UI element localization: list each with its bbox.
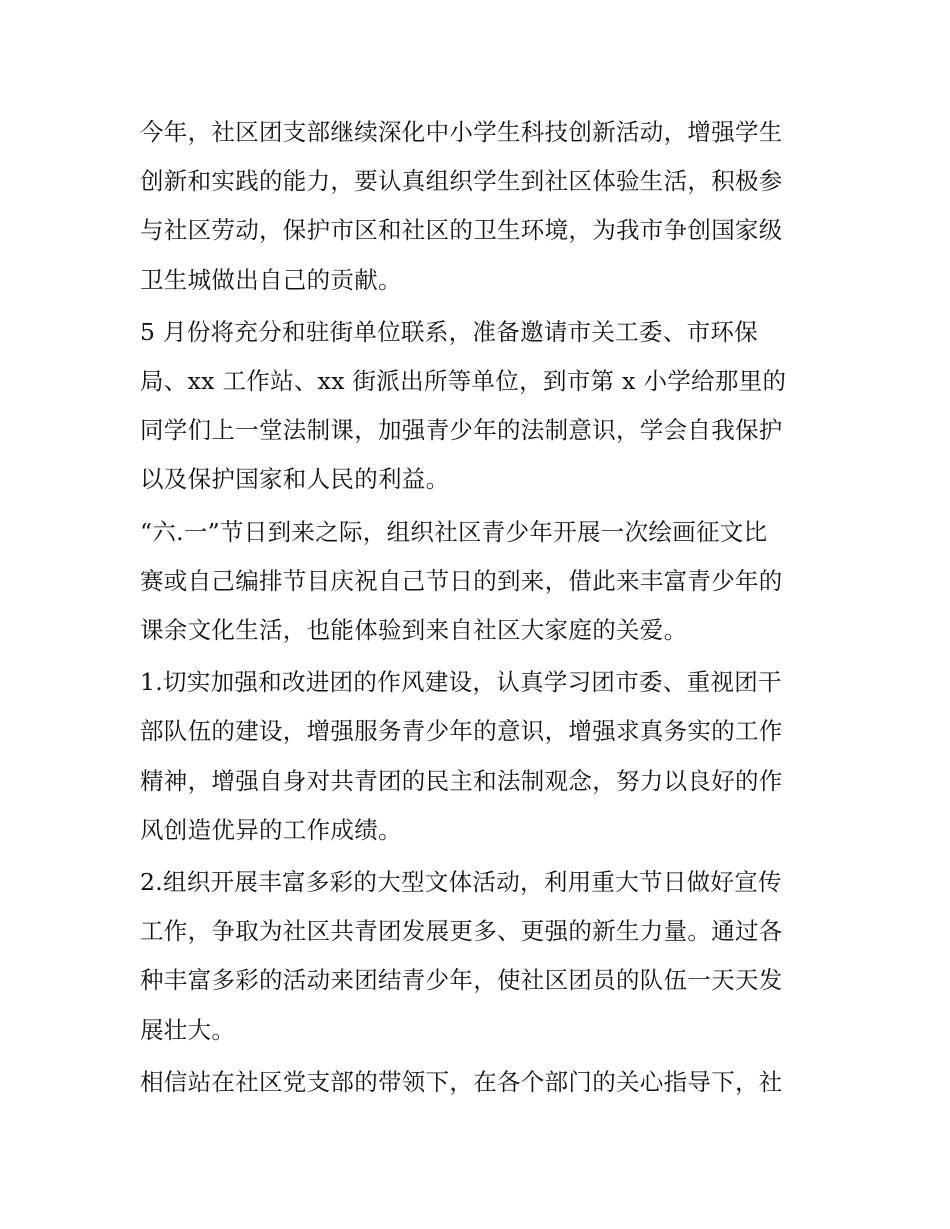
text-line: 2.组织开展丰富多彩的大型文体活动，利用重大节日做好宣传 xyxy=(140,868,782,897)
text-line: 创新和实践的能力，要认真组织学生到社区体验生活，积极参 xyxy=(140,167,783,196)
paragraph-6 xyxy=(140,1058,816,1107)
text-line: 赛或自己编排节目庆祝自己节日的到来，借此来丰富青少年的 xyxy=(140,566,783,595)
text-line: 风创造优异的工作成绩。 xyxy=(140,815,402,844)
paragraph-2 xyxy=(140,308,816,505)
paragraph-3 xyxy=(140,508,816,656)
text-line: 今年，社区团支部继续深化中小学生科技创新活动，增强学生 xyxy=(140,118,783,146)
text-line: 同学们上一堂法制课，加强青少年的法制意识，学会自我保护 xyxy=(140,416,783,445)
text-line: 工作，争取为社区共青团发展更多、更强的新生力量。通过各 xyxy=(140,917,783,946)
text-line: 以及保护国家和人民的利益。 xyxy=(140,465,450,494)
text-line: 课余文化生活，也能体验到来自社区大家庭的关爱。 xyxy=(140,616,688,645)
text-line: 种丰富多彩的活动来团结青少年，使社区团员的队伍一天天发 xyxy=(140,966,783,995)
text-line: 精神，增强自身对共青团的民主和法制观念，努力以良好的作 xyxy=(140,766,783,795)
text-line: 与社区劳动，保护市区和社区的卫生环境，为我市争创国家级 xyxy=(140,216,783,245)
text-line: 局、xx 工作站、xx 街派出所等单位，到市第 x 小学给那里的 xyxy=(140,367,787,396)
text-line: 1.切实加强和改进团的作风建设，认真学习团市委、重视团干 xyxy=(140,668,782,697)
paragraph-4 xyxy=(140,658,816,855)
text-line: 5 月份将充分和驻街单位联系，准备邀请市关工委、市环保 xyxy=(140,317,759,346)
text-line: 相信站在社区党支部的带领下，在各个部门的关心指导下，社 xyxy=(140,1067,783,1096)
text-line: “六.一”节日到来之际，组织社区青少年开展一次绘画征文比 xyxy=(140,517,768,546)
paragraph-5 xyxy=(140,858,816,1055)
text-line: 卫生城做出自己的贡献。 xyxy=(140,265,402,294)
document-page xyxy=(140,108,816,1110)
text-line: 展壮大。 xyxy=(140,1015,236,1044)
paragraph-1 xyxy=(140,108,816,305)
text-line: 部队伍的建设，增强服务青少年的意识，增强求真务实的工作 xyxy=(140,717,783,746)
